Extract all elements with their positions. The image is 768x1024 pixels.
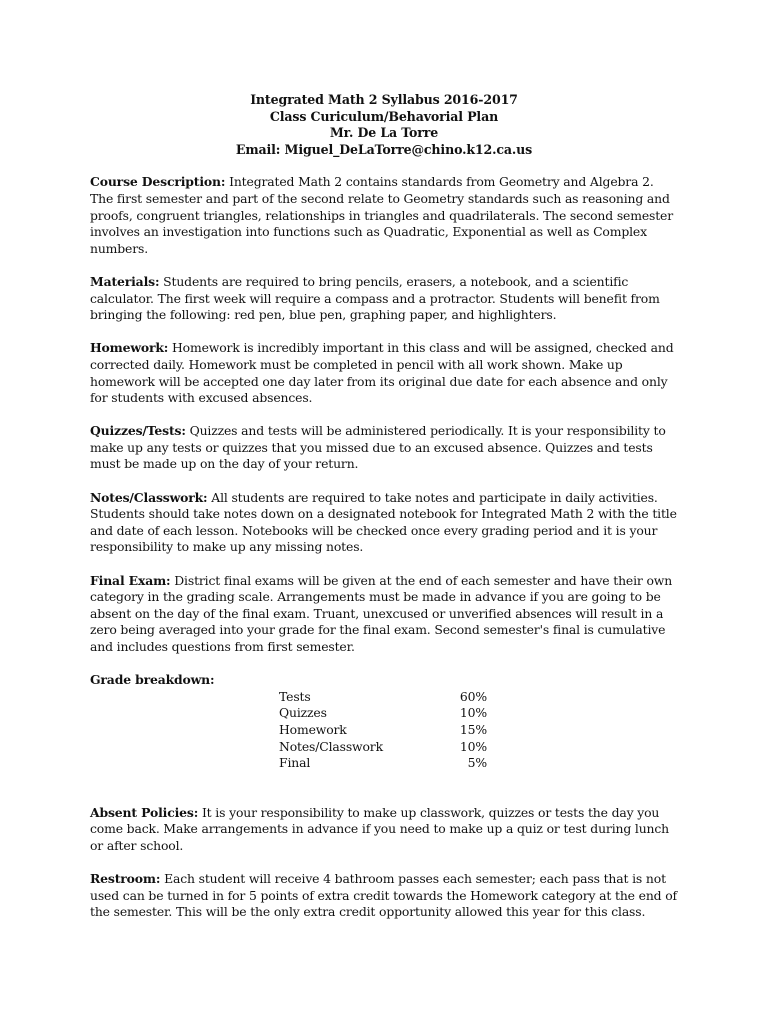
notes-classwork-label: Notes/Classwork: [90,489,208,505]
materials-text: Students are required to bring pencils, erasers, a notebook, and a scientific calculator. The first week will require a compass and a protractor. Students will benefit from bringing the following: red pen, blue pen, graphing paper, and highlighters. [90,273,660,323]
absent-policies-label: Absent Policies: [90,804,199,820]
teacher-name: Mr. De La Torre [329,125,439,141]
grade-percent: 10% [459,738,487,754]
grade-row [279,739,487,756]
document-header [90,92,678,158]
grade-category: Quizzes [279,705,327,721]
final-exam-label: Final Exam: [90,572,171,588]
grade-category: Homework [279,721,347,737]
grade-percent: 5% [467,755,487,771]
grade-percent: 60% [459,688,487,704]
quizzes-tests-label: Quizzes/Tests: [90,423,186,439]
grade-category: Tests [279,688,311,704]
homework-text: Homework is incredibly important in this class and will be assigned, checked and corrected daily. Homework must be completed in pencil with all work shown. Make up homework will be accepted one day later from its original due date for each absence and only for students with excused absences. [90,340,674,406]
course-description-label: Course Description: [90,174,226,190]
teacher-email: Email: Miguel_DeLaTorre@chino.k12.ca.us [235,141,533,157]
homework-label: Homework: [90,340,169,356]
grade-row [279,689,487,706]
final-exam-text: District final exams will be given at the end of each semester and have their own category in the grading scale. Arrangements must be made in advance if you are going to be absent on the day of the final exam. Truant, unexcused or unverified absences will result in a zero being averaged into your grade for the final exam. Second semester's final is cumulative and includes questions from first semester. [90,572,673,654]
materials-label: Materials: [90,273,160,289]
grade-category: Notes/Classwork [279,738,383,754]
course-description-text: Integrated Math 2 contains standards from Geometry and Algebra 2. The first semester and part of the second relate to Geometry standards such as reasoning and proofs, congruent triangles, relationships in triangles and quadrilaterals. The second semester involves an investigation into functions such as Quadratic, Exponential as well as Complex numbers. [90,174,673,256]
section-spacer [90,772,678,805]
grade-percent: 10% [459,705,487,721]
syllabus-document [90,92,678,938]
grade-row [279,705,487,722]
notes-classwork-text: All students are required to take notes and participate in daily activities. Students should take notes down on a designated notebook for Integrated Math 2 with the title and date of each lesson. Notebooks will be checked once every grading period and it is your responsibility to make up any missing notes. [90,489,677,555]
restroom-section [90,871,678,921]
grade-breakdown-heading: Grade breakdown: [90,672,215,688]
materials-section [90,274,678,324]
final-exam-section [90,573,678,656]
document-subtitle: Class Curiculum/Behavorial Plan [269,108,499,124]
absent-policies-text: It is your responsibility to make up classwork, quizzes or tests the day you come back. Make arrangements in advance if you need to make up a quiz or test during lunch or after school. [90,804,669,853]
absent-policies-section [90,805,678,855]
grade-row [279,722,487,739]
restroom-label: Restroom: [90,871,161,887]
quizzes-tests-text: Quizzes and tests will be administered periodically. It is your responsibility to make up any tests or quizzes that you missed due to an excused absence. Quizzes and tests must be made up on the day of your return. [90,423,666,472]
course-description-section [90,174,678,257]
grade-percent: 15% [459,721,487,737]
grade-row [279,755,487,772]
grade-category: Final [279,755,311,771]
grade-breakdown-table [279,689,487,772]
notes-classwork-section [90,490,678,556]
restroom-text: Each student will receive 4 bathroom passes each semester; each pass that is not used can be turned in for 5 points of extra credit towards the Homework category at the end of the semester. This will be the only extra credit opportunity allowed this year for this class. [90,871,677,920]
homework-section [90,340,678,406]
document-title: Integrated Math 2 Syllabus 2016-2017 [250,92,518,107]
quizzes-tests-section [90,423,678,473]
